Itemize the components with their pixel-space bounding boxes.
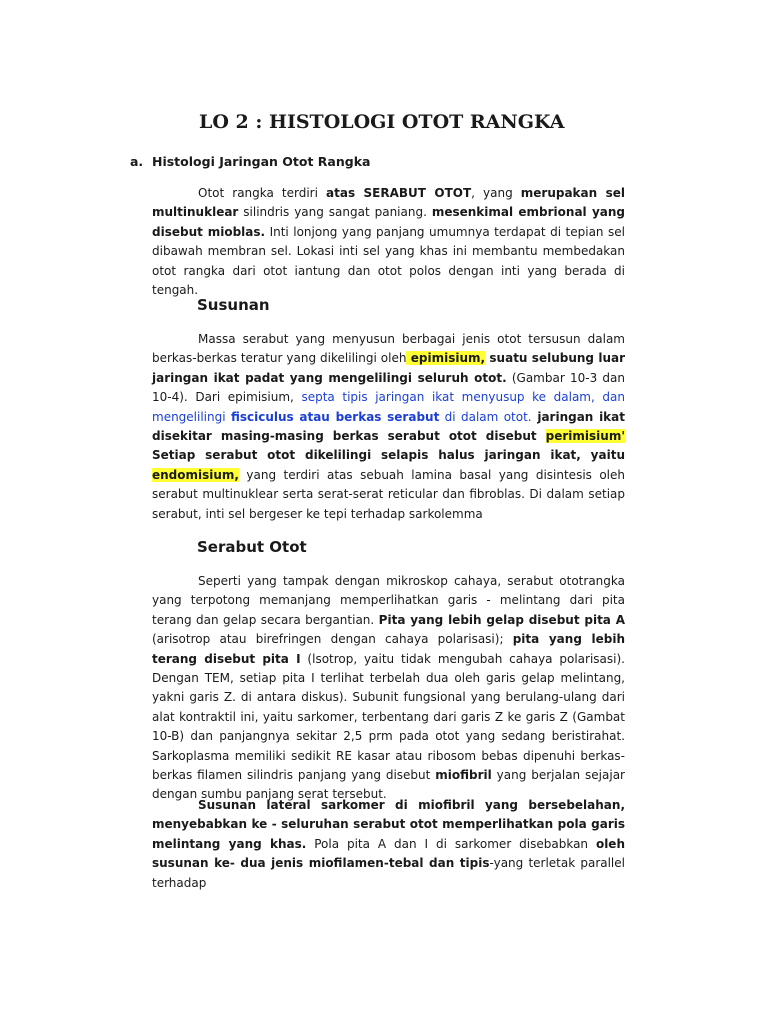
text-span: Seperti yang tampak dengan mikroskop cahaya, serabut ototrangka yang terpotong memanjang memperlihatkan garis - melintang dari pita terang dan gelap secara bergantian.	[152, 574, 625, 627]
text-span: , yang	[471, 186, 521, 200]
paragraph-susunan	[152, 330, 625, 524]
paragraph-intro	[152, 184, 625, 300]
section-heading-susunan: Susunan	[197, 296, 270, 314]
section-heading-serabut-otot: Serabut Otot	[197, 538, 307, 556]
text-span: Pola pita A dan I di sarkomer disebabkan	[306, 836, 596, 851]
bold-text: Setiap serabut otot dikelilingi selapis halus jaringan ikat, yaitu	[152, 448, 625, 463]
highlighted-term: epimisium,	[406, 351, 486, 366]
blue-text: septa tipis jaringan ikat menyusup ke dalam, dan mengelilingi	[152, 390, 625, 424]
paragraph-sarkomer	[152, 796, 625, 893]
text-span: Otot rangka terdiri	[198, 186, 327, 200]
bold-text: miofibril	[435, 768, 492, 783]
text-span: (arisotrop atau birefringen dengan cahaya polarisasi);	[152, 632, 513, 647]
paragraph-serabut-otot	[152, 572, 625, 805]
blue-text: di dalam otot.	[439, 409, 532, 424]
subsection-heading-text: Histologi Jaringan Otot Rangka	[152, 154, 371, 169]
text-span: yang terdiri atas sebuah lamina basal yang disintesis oleh serabut multinuklear serta serat-serat reticular dan fibroblas. Di dalam setiap serabut, inti sel bergeser ke tepi terhadap sarkolemma	[152, 467, 625, 521]
highlighted-term: perimisium'	[545, 429, 625, 444]
highlighted-term: endomisium,	[152, 467, 239, 482]
text-span: Inti lonjong yang panjang umumnya terdapat di tepian sel dibawah membran sel. Lokasi inti sel yang khas ini membantu membedakan otot rangka dari otot iantung dan otot polos dengan inti yang berada di tengah.	[152, 224, 625, 298]
text-span: (lsotrop, yaitu tidak mengubah cahaya polarisasi). Dengan TEM, setiap pita I terlihat terbelah dua oleh garis gelap melintang, yakni garis Z. di antara diskus). Subunit fungsional yang berulang-ulang dari alat kontraktil ini, yaitu sarkomer, terbentang dari garis Z ke garis Z (Gambat 10-B) dan panjangnya sekitar 2,5 prm pada otot yang sedang beristirahat. Sarkoplasma memiliki sedikit RE kasar atau ribosom bebas dipenuhi berkas-berkas filamen silindris panjang yang disebut	[152, 651, 625, 783]
subsection-letter: a.	[130, 154, 144, 169]
bold-text: Pita yang lebih gelap disebut pita A	[378, 612, 625, 627]
blue-bold-text: fisciculus atau berkas serabut	[230, 409, 440, 424]
bold-text: atas SERABUT OTOT	[326, 186, 472, 200]
text-span: yang berjalan sejajar dengan sumbu panjang serat tersebut.	[152, 768, 625, 802]
text-span: -yang terletak parallel terhadap	[152, 856, 625, 890]
bold-text: pita yang lebih terang disebut pita I	[152, 632, 625, 666]
bold-text: jaringan ikat disekitar masing-masing berkas serabut otot disebut	[152, 409, 625, 444]
text-span: Massa serabut yang menyusun berbagai jenis otot tersusun dalam berkas-berkas teratur yang dikelilingi oleh	[152, 332, 625, 366]
subsection-heading	[130, 154, 370, 169]
text-span: silindris yang sangat paniang.	[238, 205, 432, 220]
bold-text: merupakan sel multinuklear	[152, 186, 625, 220]
bold-text: mesenkimal embrional yang disebut mioblas.	[152, 205, 625, 239]
document-title: LO 2 : HISTOLOGI OTOT RANGKA	[199, 111, 565, 133]
bold-text: Susunan lateral sarkomer di miofibril yang bersebelahan, menyebabkan ke - seluruhan serabut otot memperlihatkan pola garis melintang yang khas.	[152, 798, 625, 851]
text-span: (Gambar 10-3 dan 10-4). Dari epimisium,	[152, 370, 625, 405]
bold-text: oleh susunan ke- dua jenis miofilamen-tebal dan tipis	[152, 836, 625, 871]
bold-text: suatu selubung luar jaringan ikat padat yang mengelilingi seluruh otot.	[152, 351, 625, 385]
